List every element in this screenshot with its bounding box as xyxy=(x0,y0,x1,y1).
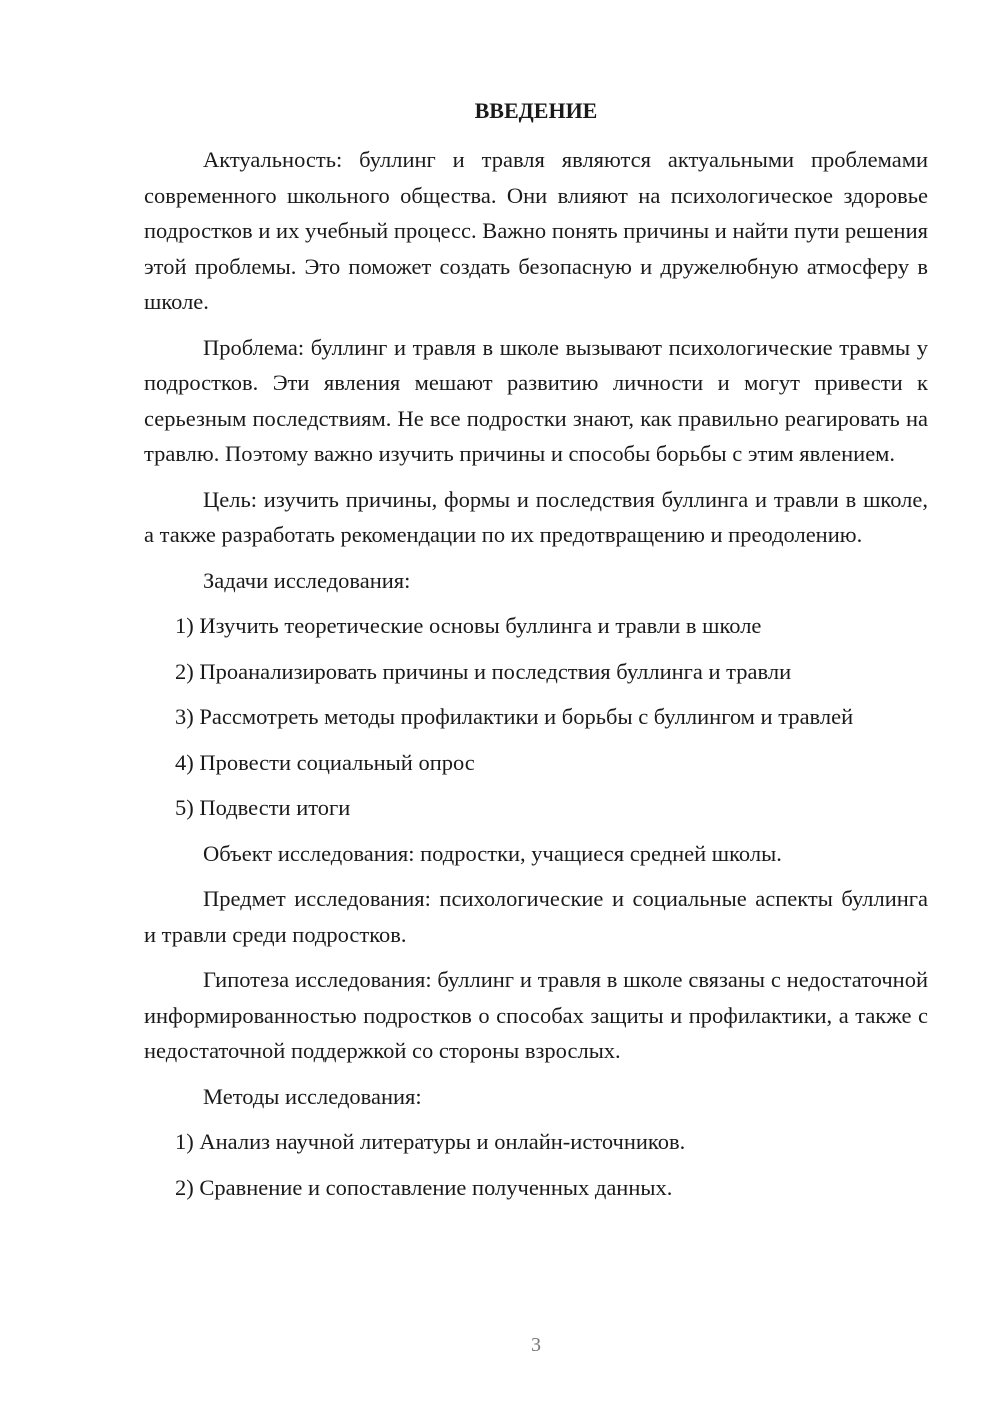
section-heading: ВВЕДЕНИЕ xyxy=(474,98,598,123)
problem-paragraph: Проблема: буллинг и травля в школе вызывают психологические травмы у подростков. Эти явления мешают развитию личности и могут привести к серьезным последствиям. Не все подростки знают, как правильно реагировать на травлю. Поэтому важно изучить причины и способы борьбы с этим явлением. xyxy=(144,334,928,466)
object-paragraph: Объект исследования: подростки, учащиеся средней школы. xyxy=(203,840,782,866)
subject-paragraph: Предмет исследования: психологические и социальные аспекты буллинга и травли среди подростков. xyxy=(144,886,928,947)
method-item: 1) Анализ научной литературы и онлайн-источников. xyxy=(175,1129,686,1154)
task-item: 4) Провести социальный опрос xyxy=(175,749,475,775)
task-item: 1) Изучить теоретические основы буллинга и травли в школе xyxy=(175,613,762,638)
task-item: 3) Рассмотреть методы профилактики и борьбы с буллингом и травлей xyxy=(175,704,854,729)
task-item: 2) Проанализировать причины и последствия буллинга и травли xyxy=(175,658,792,684)
relevance-paragraph: Актуальность: буллинг и травля являются актуальными проблемами современного школьного общества. Они влияют на психологическое здоровье подростков и их учебный процесс. Важно понять причины и найти пути решения этой проблемы. Это поможет создать безопасную и дружелюбную атмосферу в школе. xyxy=(144,147,928,314)
page-number: 3 xyxy=(531,1334,541,1356)
document-body xyxy=(144,142,928,1215)
tasks-label: Задачи исследования: xyxy=(203,567,411,593)
method-item: 2) Сравнение и сопоставление полученных данных. xyxy=(175,1174,673,1200)
goal-paragraph: Цель: изучить причины, формы и последствия буллинга и травли в школе, а также разработать рекомендации по их предотвращению и преодолению. xyxy=(144,486,928,547)
methods-label: Методы исследования: xyxy=(203,1083,422,1109)
task-item: 5) Подвести итоги xyxy=(175,795,351,820)
hypothesis-paragraph: Гипотеза исследования: буллинг и травля в школе связаны с недостаточной информированностью подростков о способах защиты и профилактики, а также с недостаточной поддержкой со стороны взрослых. xyxy=(144,967,928,1063)
